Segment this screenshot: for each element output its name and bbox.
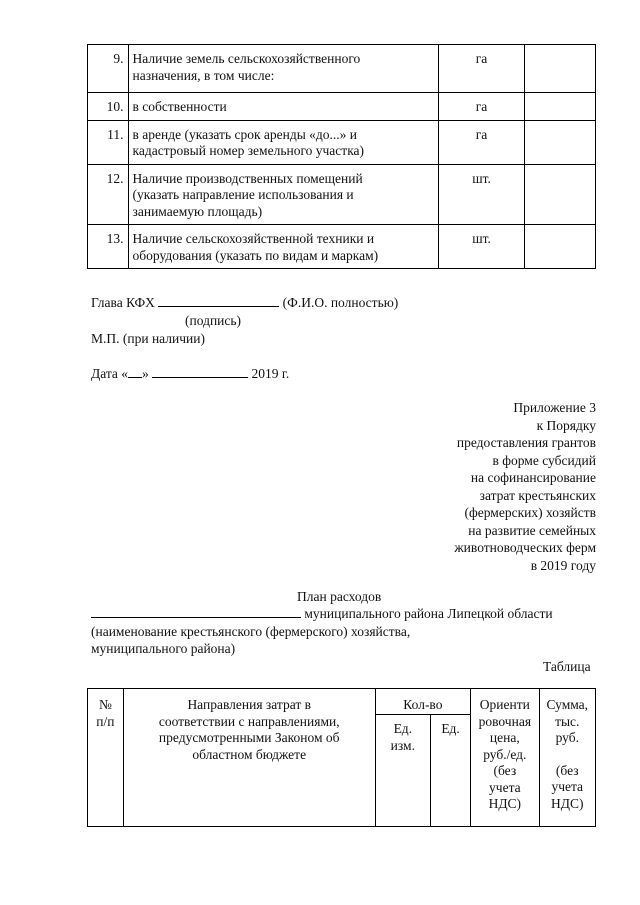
appendix-line: затрат крестьянских bbox=[479, 487, 596, 503]
name-note-1: (наименование крестьянского (фермерского) хозяйства, bbox=[91, 624, 411, 639]
row-value-cell[interactable] bbox=[524, 45, 595, 93]
row-name bbox=[128, 45, 439, 93]
date-mid: » bbox=[142, 366, 149, 381]
fio-label: (Ф.И.О. полностью) bbox=[282, 295, 399, 310]
appendix-line: животноводческих ферм bbox=[454, 540, 596, 555]
appendix-line: на развитие семейных bbox=[468, 522, 596, 538]
header-line: (без bbox=[493, 763, 517, 778]
row-number: 13. bbox=[88, 225, 129, 269]
header-line: Направления затрат в bbox=[187, 697, 312, 712]
header-line: учета bbox=[489, 779, 521, 795]
sign-label: (подпись) bbox=[185, 313, 242, 328]
date-line bbox=[91, 366, 289, 383]
appendix-line: на софинансирование bbox=[470, 470, 596, 485]
col-direction-header bbox=[123, 689, 375, 827]
row-number: 9. bbox=[88, 45, 129, 93]
row-value-cell[interactable] bbox=[524, 225, 595, 269]
table-label: Таблица bbox=[543, 659, 591, 674]
header-line: предусмотренными Законом об bbox=[158, 730, 340, 745]
col-sum-header bbox=[539, 689, 595, 827]
col-num-header bbox=[88, 689, 124, 827]
header-line: тыс. bbox=[555, 713, 580, 729]
row-name bbox=[128, 120, 439, 164]
table-row bbox=[88, 120, 596, 164]
appendix-header bbox=[336, 399, 596, 574]
header-line: Ед. bbox=[393, 721, 413, 736]
header-line: цена, bbox=[489, 730, 520, 745]
date-day-blank[interactable] bbox=[128, 366, 142, 378]
row-name-line: Наличие сельскохозяйственной техники и bbox=[132, 231, 375, 246]
farm-name-blank[interactable] bbox=[91, 606, 301, 618]
col-units-header: Ед. bbox=[430, 715, 470, 827]
row-name bbox=[128, 93, 439, 121]
row-unit: га bbox=[439, 120, 524, 164]
expense-plan-table bbox=[87, 688, 596, 827]
header-line: Сумма, bbox=[546, 697, 589, 712]
appendix-line: к Порядку bbox=[536, 417, 596, 433]
row-name-line: оборудования (указать по видам и маркам) bbox=[132, 247, 379, 263]
row-name bbox=[128, 164, 439, 225]
date-prefix: Дата « bbox=[91, 366, 129, 381]
table-row bbox=[88, 164, 596, 225]
plan-district-line bbox=[91, 606, 553, 623]
header-line: п/п bbox=[96, 713, 115, 729]
header-line: (без bbox=[555, 762, 579, 778]
row-number: 10. bbox=[88, 93, 129, 121]
header-line: областном бюджете bbox=[192, 746, 307, 762]
row-unit: га bbox=[439, 93, 524, 121]
row-name bbox=[128, 225, 439, 269]
row-value-cell[interactable] bbox=[524, 93, 595, 121]
appendix-line: (фермерских) хозяйств bbox=[464, 505, 596, 520]
row-name-line: в аренде (указать срок аренды «до...» и bbox=[132, 126, 358, 142]
appendix-line: в форме субсидий bbox=[492, 452, 596, 468]
signature-blank[interactable] bbox=[158, 295, 279, 307]
table-row bbox=[88, 45, 596, 93]
header-line: Ориенти bbox=[479, 697, 530, 712]
row-name-line: кадастровый номер земельного участка) bbox=[132, 143, 365, 158]
row-number: 11. bbox=[88, 120, 129, 164]
row-unit: га bbox=[439, 45, 524, 93]
row-unit: шт. bbox=[439, 225, 524, 269]
header-line: руб. bbox=[555, 730, 579, 745]
row-number: 12. bbox=[88, 164, 129, 225]
plan-title: План расходов bbox=[297, 589, 382, 604]
header-line: руб./ед. bbox=[483, 746, 527, 762]
header-line: НДС) bbox=[551, 795, 584, 811]
row-name-line: (указать направление использования и bbox=[132, 187, 354, 202]
row-name-line: назначения, в том числе: bbox=[132, 67, 275, 83]
appendix-line: предоставления грантов bbox=[456, 435, 596, 450]
row-name-line: в собственности bbox=[132, 99, 227, 114]
head-signature-line bbox=[91, 295, 398, 312]
row-name-line: Наличие земель сельскохозяйственного bbox=[132, 51, 361, 66]
col-unit-measure-header bbox=[375, 715, 430, 827]
name-note-2: муниципального района) bbox=[91, 641, 236, 656]
district-text: муниципального района Липецкой области bbox=[304, 606, 553, 621]
row-name-line: занимаемую площадь) bbox=[132, 203, 263, 219]
table-row bbox=[88, 225, 596, 269]
col-qty-header: Кол-во bbox=[375, 689, 471, 715]
row-value-cell[interactable] bbox=[524, 164, 595, 225]
row-unit: шт. bbox=[439, 164, 524, 225]
date-suffix: 2019 г. bbox=[251, 366, 290, 381]
land-and-assets-table bbox=[87, 44, 596, 269]
header-line: учета bbox=[551, 779, 584, 794]
row-value-cell[interactable] bbox=[524, 120, 595, 164]
header-line bbox=[540, 747, 595, 763]
table-row bbox=[88, 93, 596, 121]
header-line: ровочная bbox=[478, 713, 532, 729]
appendix-line: в 2019 году bbox=[530, 557, 596, 573]
row-name-line: Наличие производственных помещений bbox=[132, 170, 363, 186]
head-label: Глава КФХ bbox=[91, 295, 155, 310]
date-month-blank[interactable] bbox=[152, 366, 248, 378]
header-line: изм. bbox=[390, 737, 415, 753]
header-line: № bbox=[98, 697, 112, 712]
col-price-header bbox=[471, 689, 539, 827]
appendix-line: Приложение 3 bbox=[513, 400, 596, 415]
stamp-label: М.П. (при наличии) bbox=[91, 331, 205, 346]
header-line: соответствии с направлениями, bbox=[158, 713, 340, 729]
header-line: НДС) bbox=[488, 796, 522, 811]
